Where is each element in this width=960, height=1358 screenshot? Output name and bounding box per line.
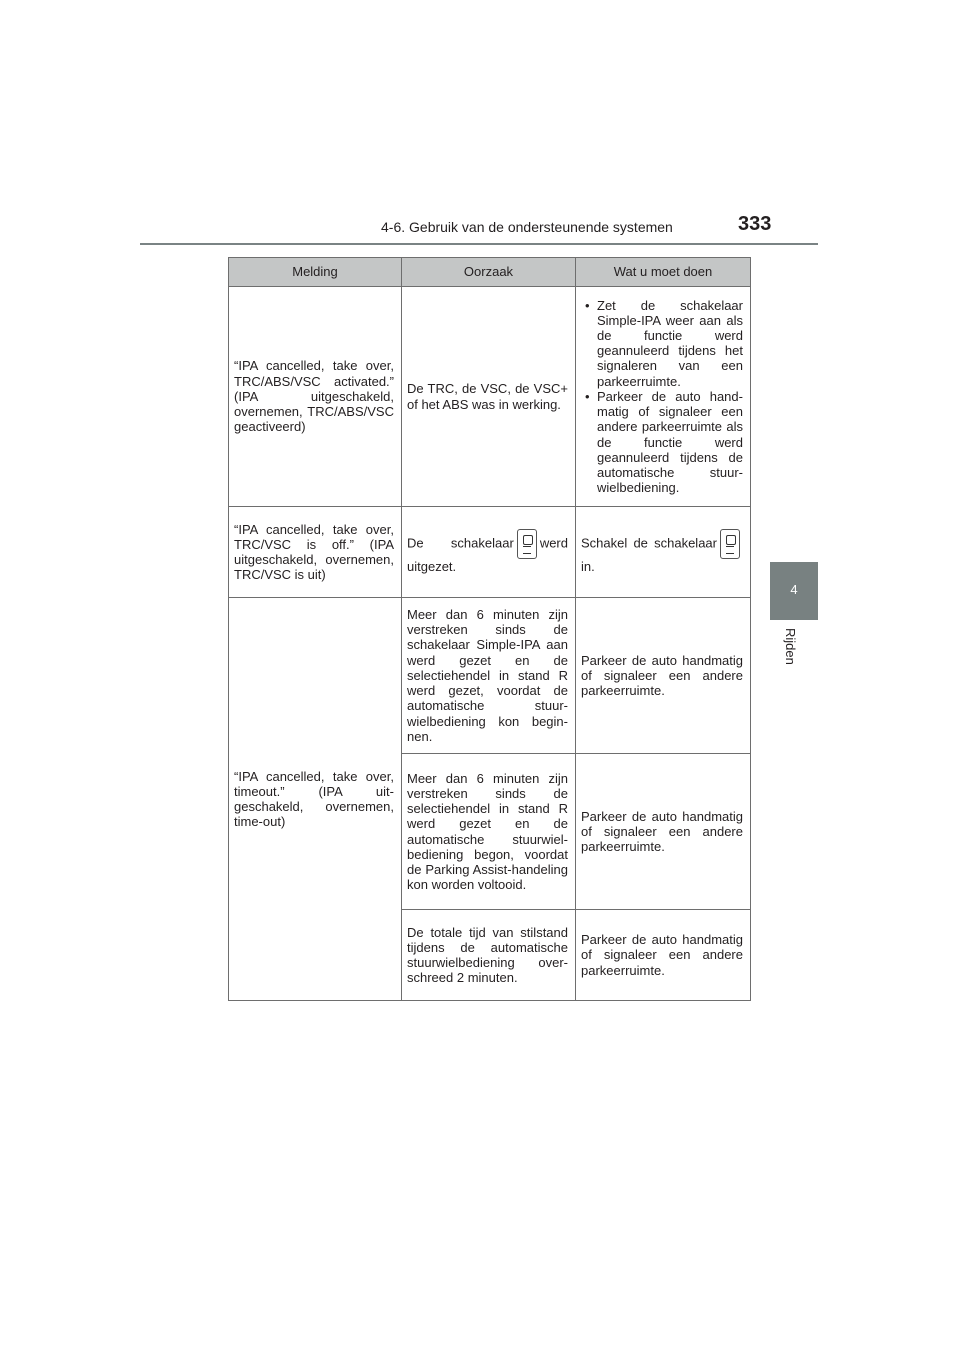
- message-table: [228, 257, 751, 1001]
- action-text-before: Schakel de schakelaar: [581, 535, 717, 551]
- cause-text-before: De schakelaar: [407, 535, 514, 551]
- action-cell: [576, 507, 751, 598]
- header-action: Wat u moet doen: [576, 258, 751, 287]
- chapter-tab: [770, 562, 818, 620]
- header-rule: [140, 243, 818, 245]
- list-item: • Zet de schakelaar Simple-IPA weer aan als de functie werd geannuleerd tijdens het signaleren van een parkeerruimte.: [581, 298, 743, 389]
- simple-ipa-switch-icon: [517, 529, 537, 559]
- header-message: Melding: [229, 258, 402, 287]
- cause-cell: Meer dan 6 minuten zijn verstreken sinds de schakelaar Simple-IPA aan werd gezet en de selectiehendel in stand R werd gezet, voordat de automatische stuurwielbediening kon beginnen.: [402, 598, 576, 754]
- cause-cell: De TRC, de VSC, de VSC+ of het ABS was in werking.: [402, 287, 576, 507]
- page-number: 333: [738, 213, 772, 235]
- header-cause: Oorzaak: [402, 258, 576, 287]
- action-cell: Parkeer de auto handmatig of signaleer een andere parkeerruimte.: [576, 598, 751, 754]
- chapter-label: Rijden: [783, 628, 798, 665]
- cause-text-after: werd uitgezet.: [407, 535, 568, 575]
- cause-cell: [402, 507, 576, 598]
- simple-ipa-switch-icon: [720, 529, 740, 559]
- cause-cell: De totale tijd van stilstand tijdens de automatische stuurwielbediening overschreed 2 minuten.: [402, 910, 576, 1001]
- action-list: [581, 298, 743, 496]
- action-cell: [576, 287, 751, 507]
- table-header-row: [229, 258, 751, 287]
- message-cell: “IPA cancelled, take over, timeout.” (IPA uitgeschakeld, overnemen, time-out): [229, 598, 402, 1001]
- action-text-after: in.: [581, 559, 595, 575]
- action-cell: Parkeer de auto handmatig of signaleer een andere parkeerruimte.: [576, 754, 751, 910]
- list-item: • Parkeer de auto handmatig of signaleer een andere parkeerruimte als de functie werd geannuleerd tijdens de automatische stuurwielbediening.: [581, 389, 743, 495]
- table-row: [229, 287, 751, 507]
- section-title: 4-6. Gebruik van de ondersteunende systemen: [381, 219, 673, 235]
- table-row: [229, 598, 751, 754]
- table-row: [229, 507, 751, 598]
- message-cell: “IPA cancelled, take over, TRC/VSC is off.” (IPA uitgeschakeld, overnemen, TRC/VSC is uit): [229, 507, 402, 598]
- message-cell: “IPA cancelled, take over, TRC/ABS/VSC activated.” (IPA uitgeschakeld, overnemen, TRC/ABS/VSC geactiveerd): [229, 287, 402, 507]
- cause-cell: Meer dan 6 minuten zijn verstreken sinds de selectiehendel in stand R werd gezet en de automatische stuurwielbediening begon, voordat de Parking Assist-handeling kon worden voltooid.: [402, 754, 576, 910]
- chapter-number: 4: [790, 582, 798, 597]
- action-cell: Parkeer de auto handmatig of signaleer een andere parkeerruimte.: [576, 910, 751, 1001]
